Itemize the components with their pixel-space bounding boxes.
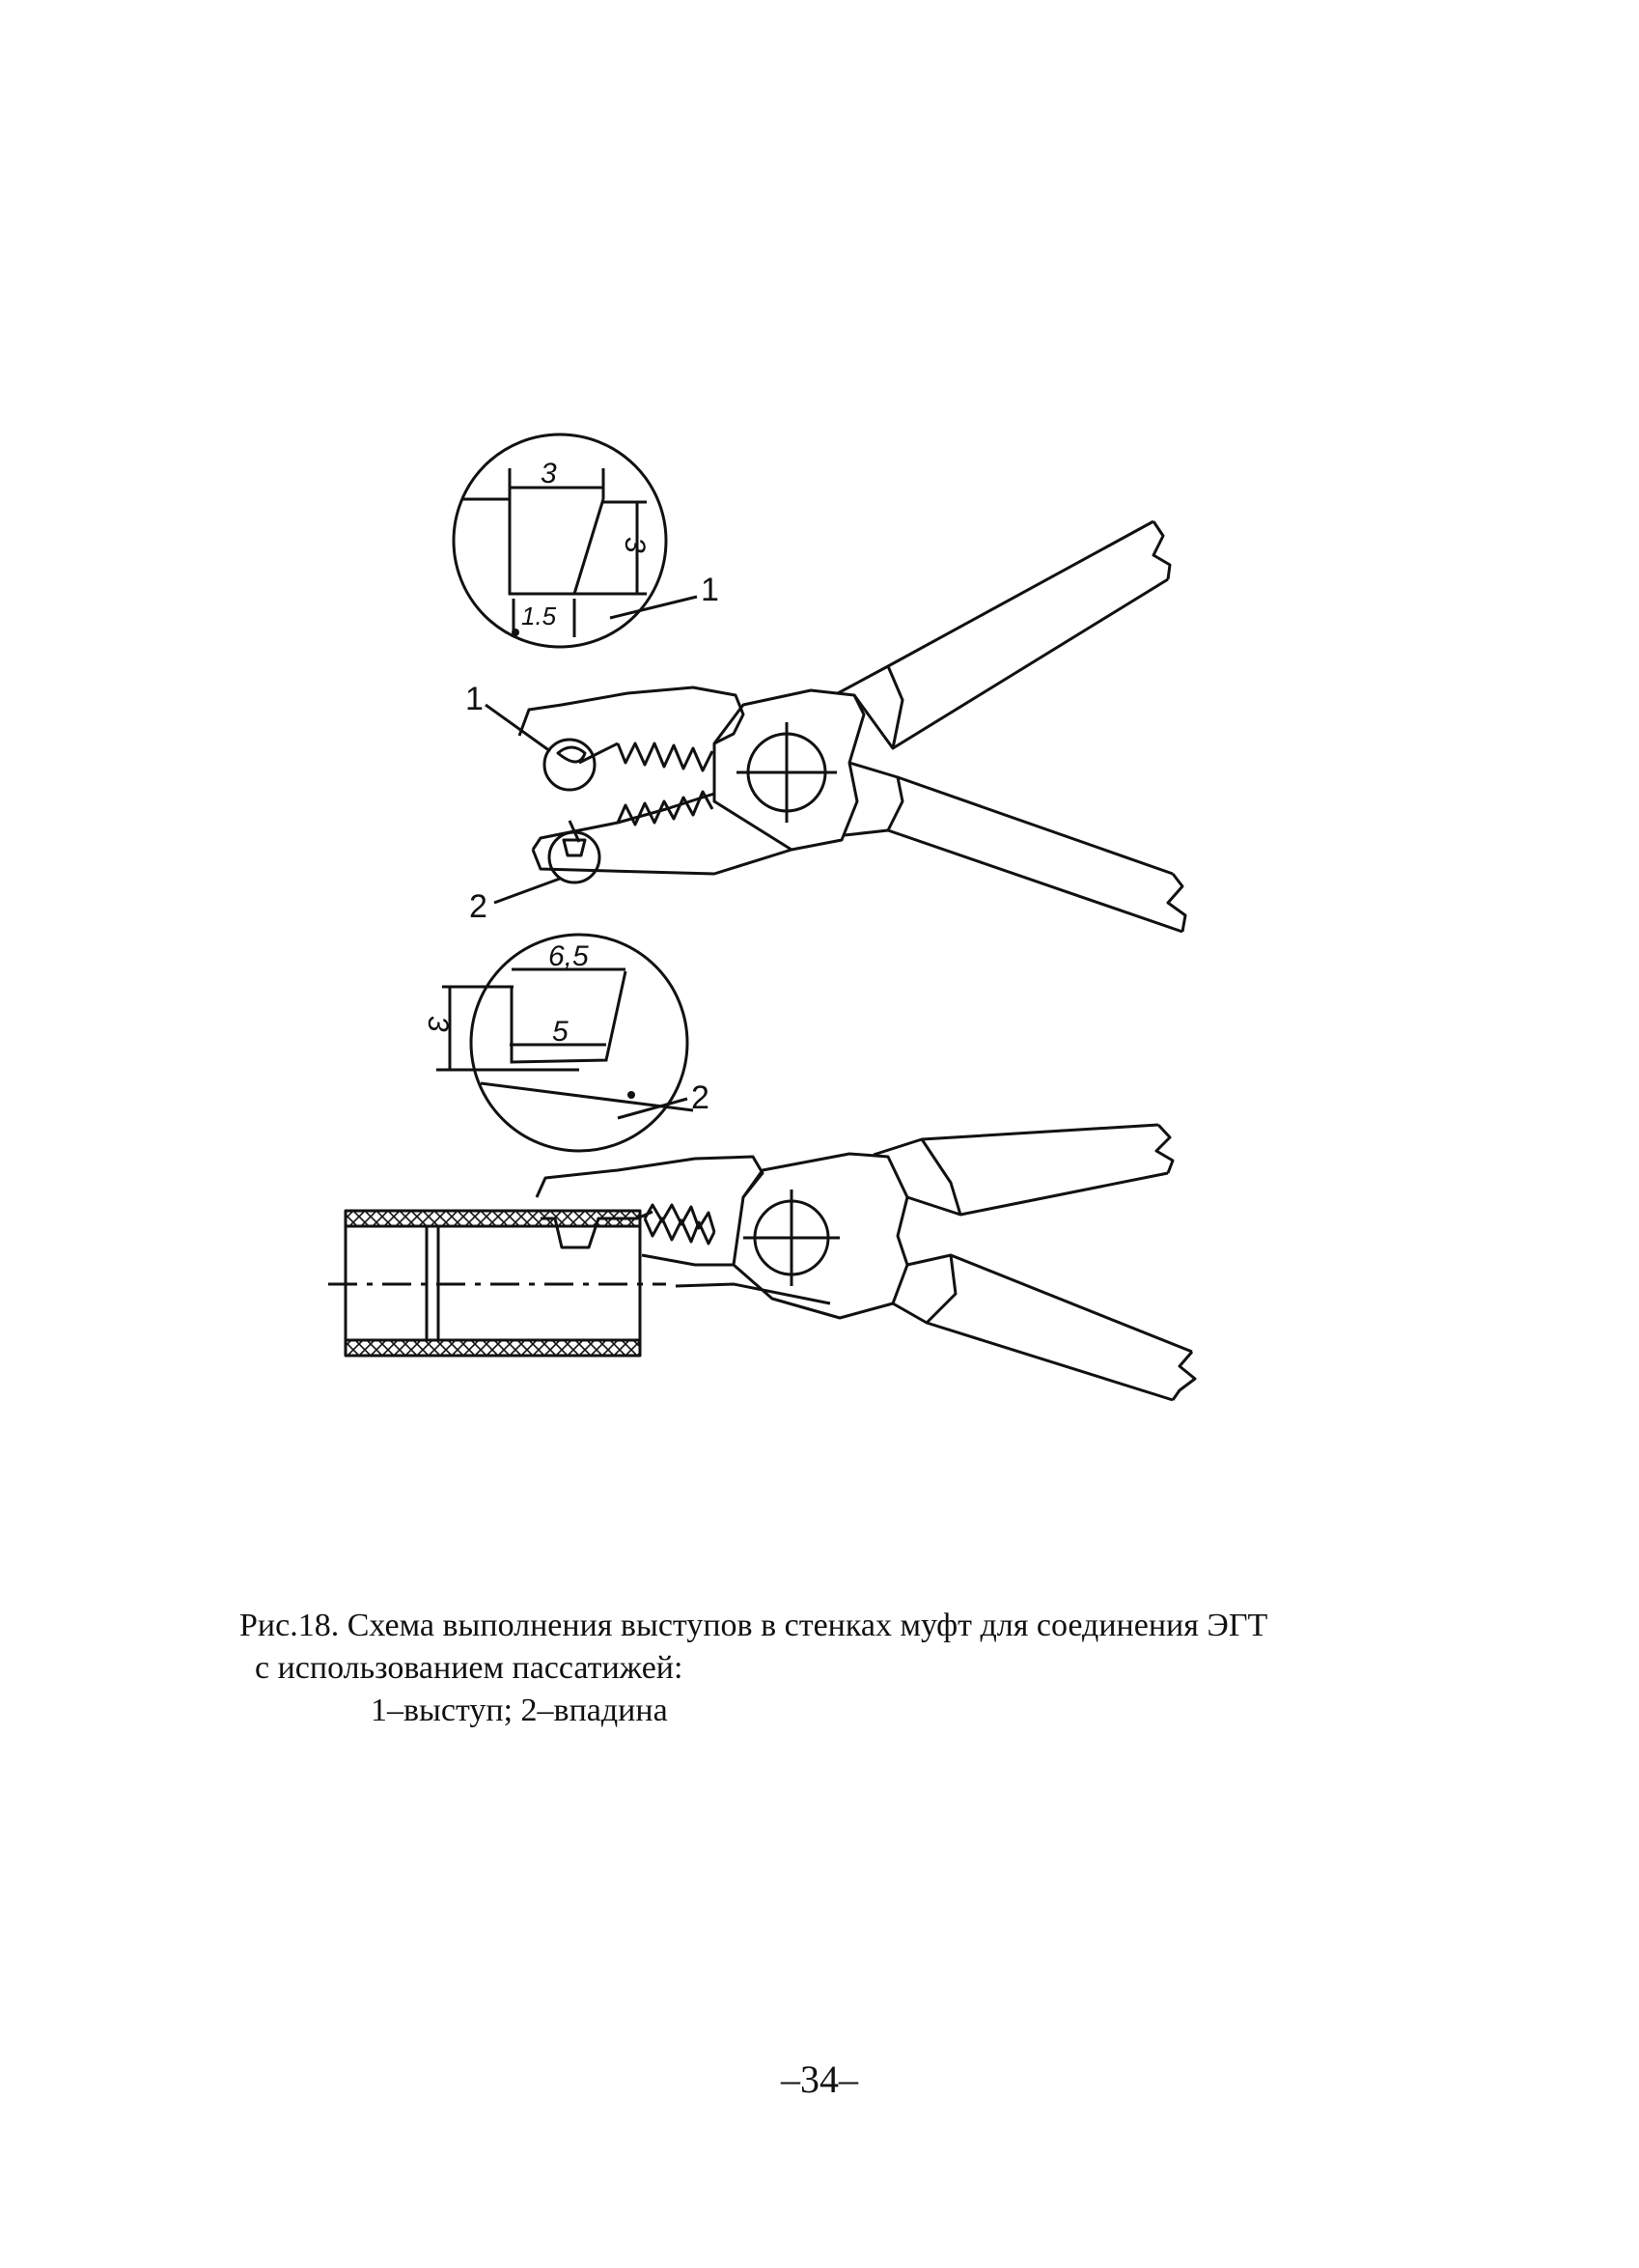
detail-2-dim-side: 3 <box>422 1016 454 1032</box>
page-number: –34– <box>781 2058 858 2101</box>
caption-line-1: Рис.18. Схема выполнения выступов в стенках муфт для соединения ЭГТ <box>239 1608 1268 1643</box>
pliers-label-1-leader <box>486 705 550 751</box>
detail-1-enlarged-view <box>454 434 697 647</box>
detail-1-dim-bottom: 1.5 <box>521 602 557 630</box>
detail-1-callout-label: 1 <box>701 572 719 608</box>
caption-legend: 1–выступ; 2–впадина <box>371 1693 668 1728</box>
detail-1-dot-marker <box>512 629 519 636</box>
pliers-lower-clamping <box>328 1125 1195 1400</box>
pliers-label-1: 1 <box>465 681 484 717</box>
detail-2-dim-inner: 5 <box>552 1016 569 1048</box>
detail-2-dim-top: 6,5 <box>548 940 589 972</box>
pliers-label-2-leader <box>494 879 560 903</box>
pliers-upper <box>519 521 1185 932</box>
detail-2-callout-label: 2 <box>691 1079 709 1116</box>
figure-caption <box>239 1605 1475 1732</box>
detail-1-dim-top: 3 <box>541 458 557 490</box>
caption-line-2: с использованием пассатижей: <box>255 1650 683 1686</box>
detail-1-dim-side: 3 <box>619 537 651 553</box>
detail-2-dot-marker <box>627 1091 635 1099</box>
pliers-label-2: 2 <box>469 888 487 925</box>
